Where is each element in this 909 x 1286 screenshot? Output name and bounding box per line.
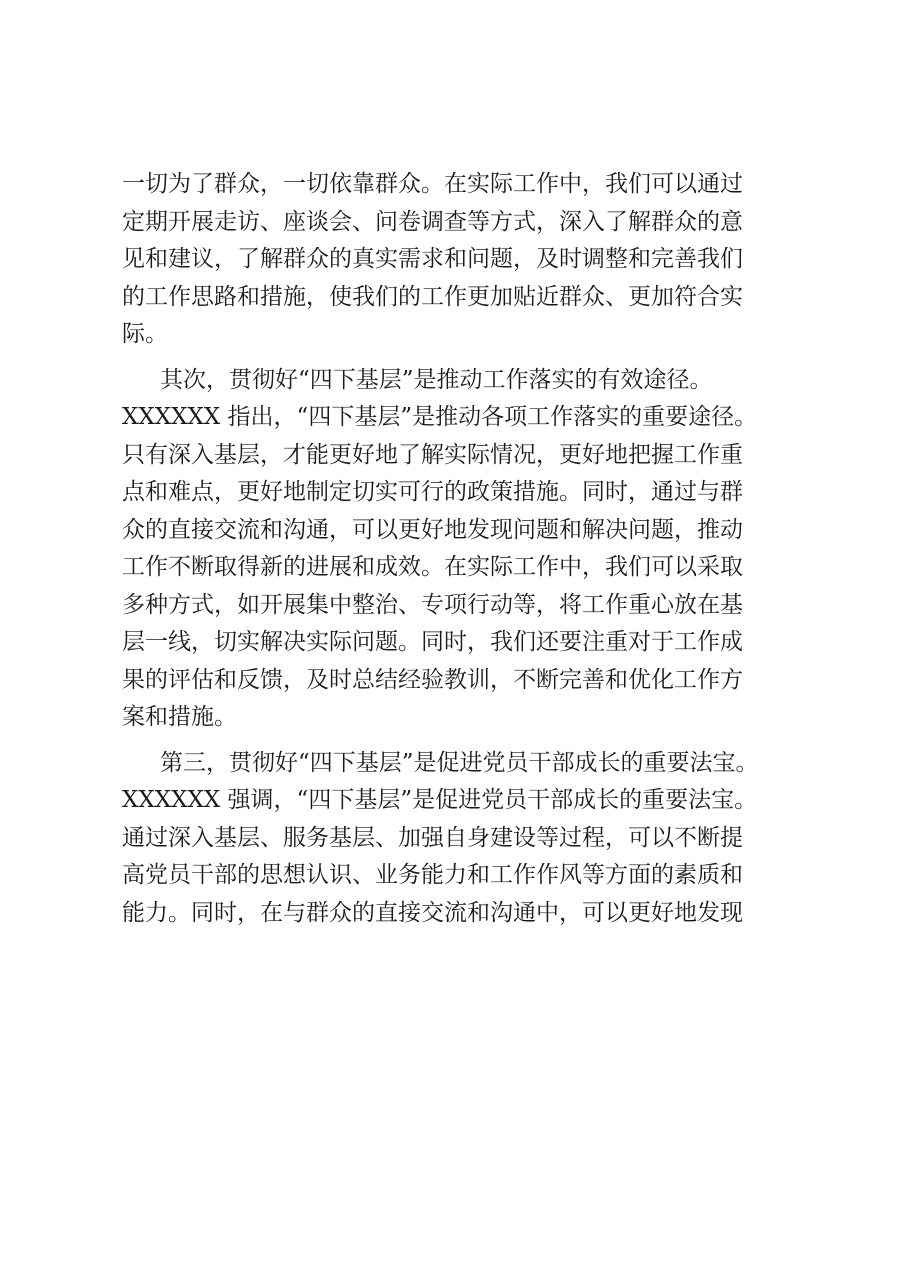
text-line: 高党员干部的思想认识、业务能力和工作作风等方面的素质和 <box>122 862 743 888</box>
text-line: 能力。同时，在与群众的直接交流和沟通中，可以更好地发现 <box>122 899 743 926</box>
text-line: 层一线，切实解决实际问题。同时，我们还要注重对于工作成 <box>122 629 743 655</box>
text-line: 工作不断取得新的进展和成效。在实际工作中，我们可以采取 <box>122 554 743 580</box>
text-line: 通过深入基层、服务基层、加强自身建设等过程，可以不断提 <box>122 824 743 851</box>
text-line: XXXXXX 指出，“四下基层”是推动各项工作落实的重要途径。 <box>122 404 758 430</box>
text-line: 案和措施。 <box>122 704 237 730</box>
text-line: 点和难点，更好地制定切实可行的政策措施。同时，通过与群 <box>122 479 743 505</box>
text-line: 定期开展走访、座谈会、问卷调查等方式，深入了解群众的意 <box>122 208 743 235</box>
paragraph-2 <box>122 362 822 737</box>
text-line: 见和建议，了解群众的真实需求和问题，及时调整和完善我们 <box>122 246 743 272</box>
text-line: 众的直接交流和沟通，可以更好地发现问题和解决问题，推动 <box>122 516 743 543</box>
text-line: 的工作思路和措施，使我们的工作更加贴近群众、更加符合实 <box>122 283 743 310</box>
paragraph-3 <box>122 745 822 933</box>
text-line: 一切为了群众，一切依靠群众。在实际工作中，我们可以通过 <box>122 171 743 197</box>
text-line: 果的评估和反馈，及时总结经验教训，不断完善和优化工作方 <box>122 666 743 693</box>
document-body <box>122 166 822 932</box>
text-line: 际。 <box>122 321 168 347</box>
paragraph-1 <box>122 166 822 354</box>
text-line: 其次，贯彻好“四下基层”是推动工作落实的有效途径。 <box>160 366 713 393</box>
text-line: 第三，贯彻好“四下基层”是促进党员干部成长的重要法宝。 <box>160 749 759 776</box>
text-line: 只有深入基层，才能更好地了解实际情况，更好地把握工作重 <box>122 441 743 468</box>
text-line: 多种方式，如开展集中整治、专项行动等，将工作重心放在基 <box>122 591 743 618</box>
text-line: XXXXXX 强调，“四下基层”是促进党员干部成长的重要法宝。 <box>122 787 758 813</box>
